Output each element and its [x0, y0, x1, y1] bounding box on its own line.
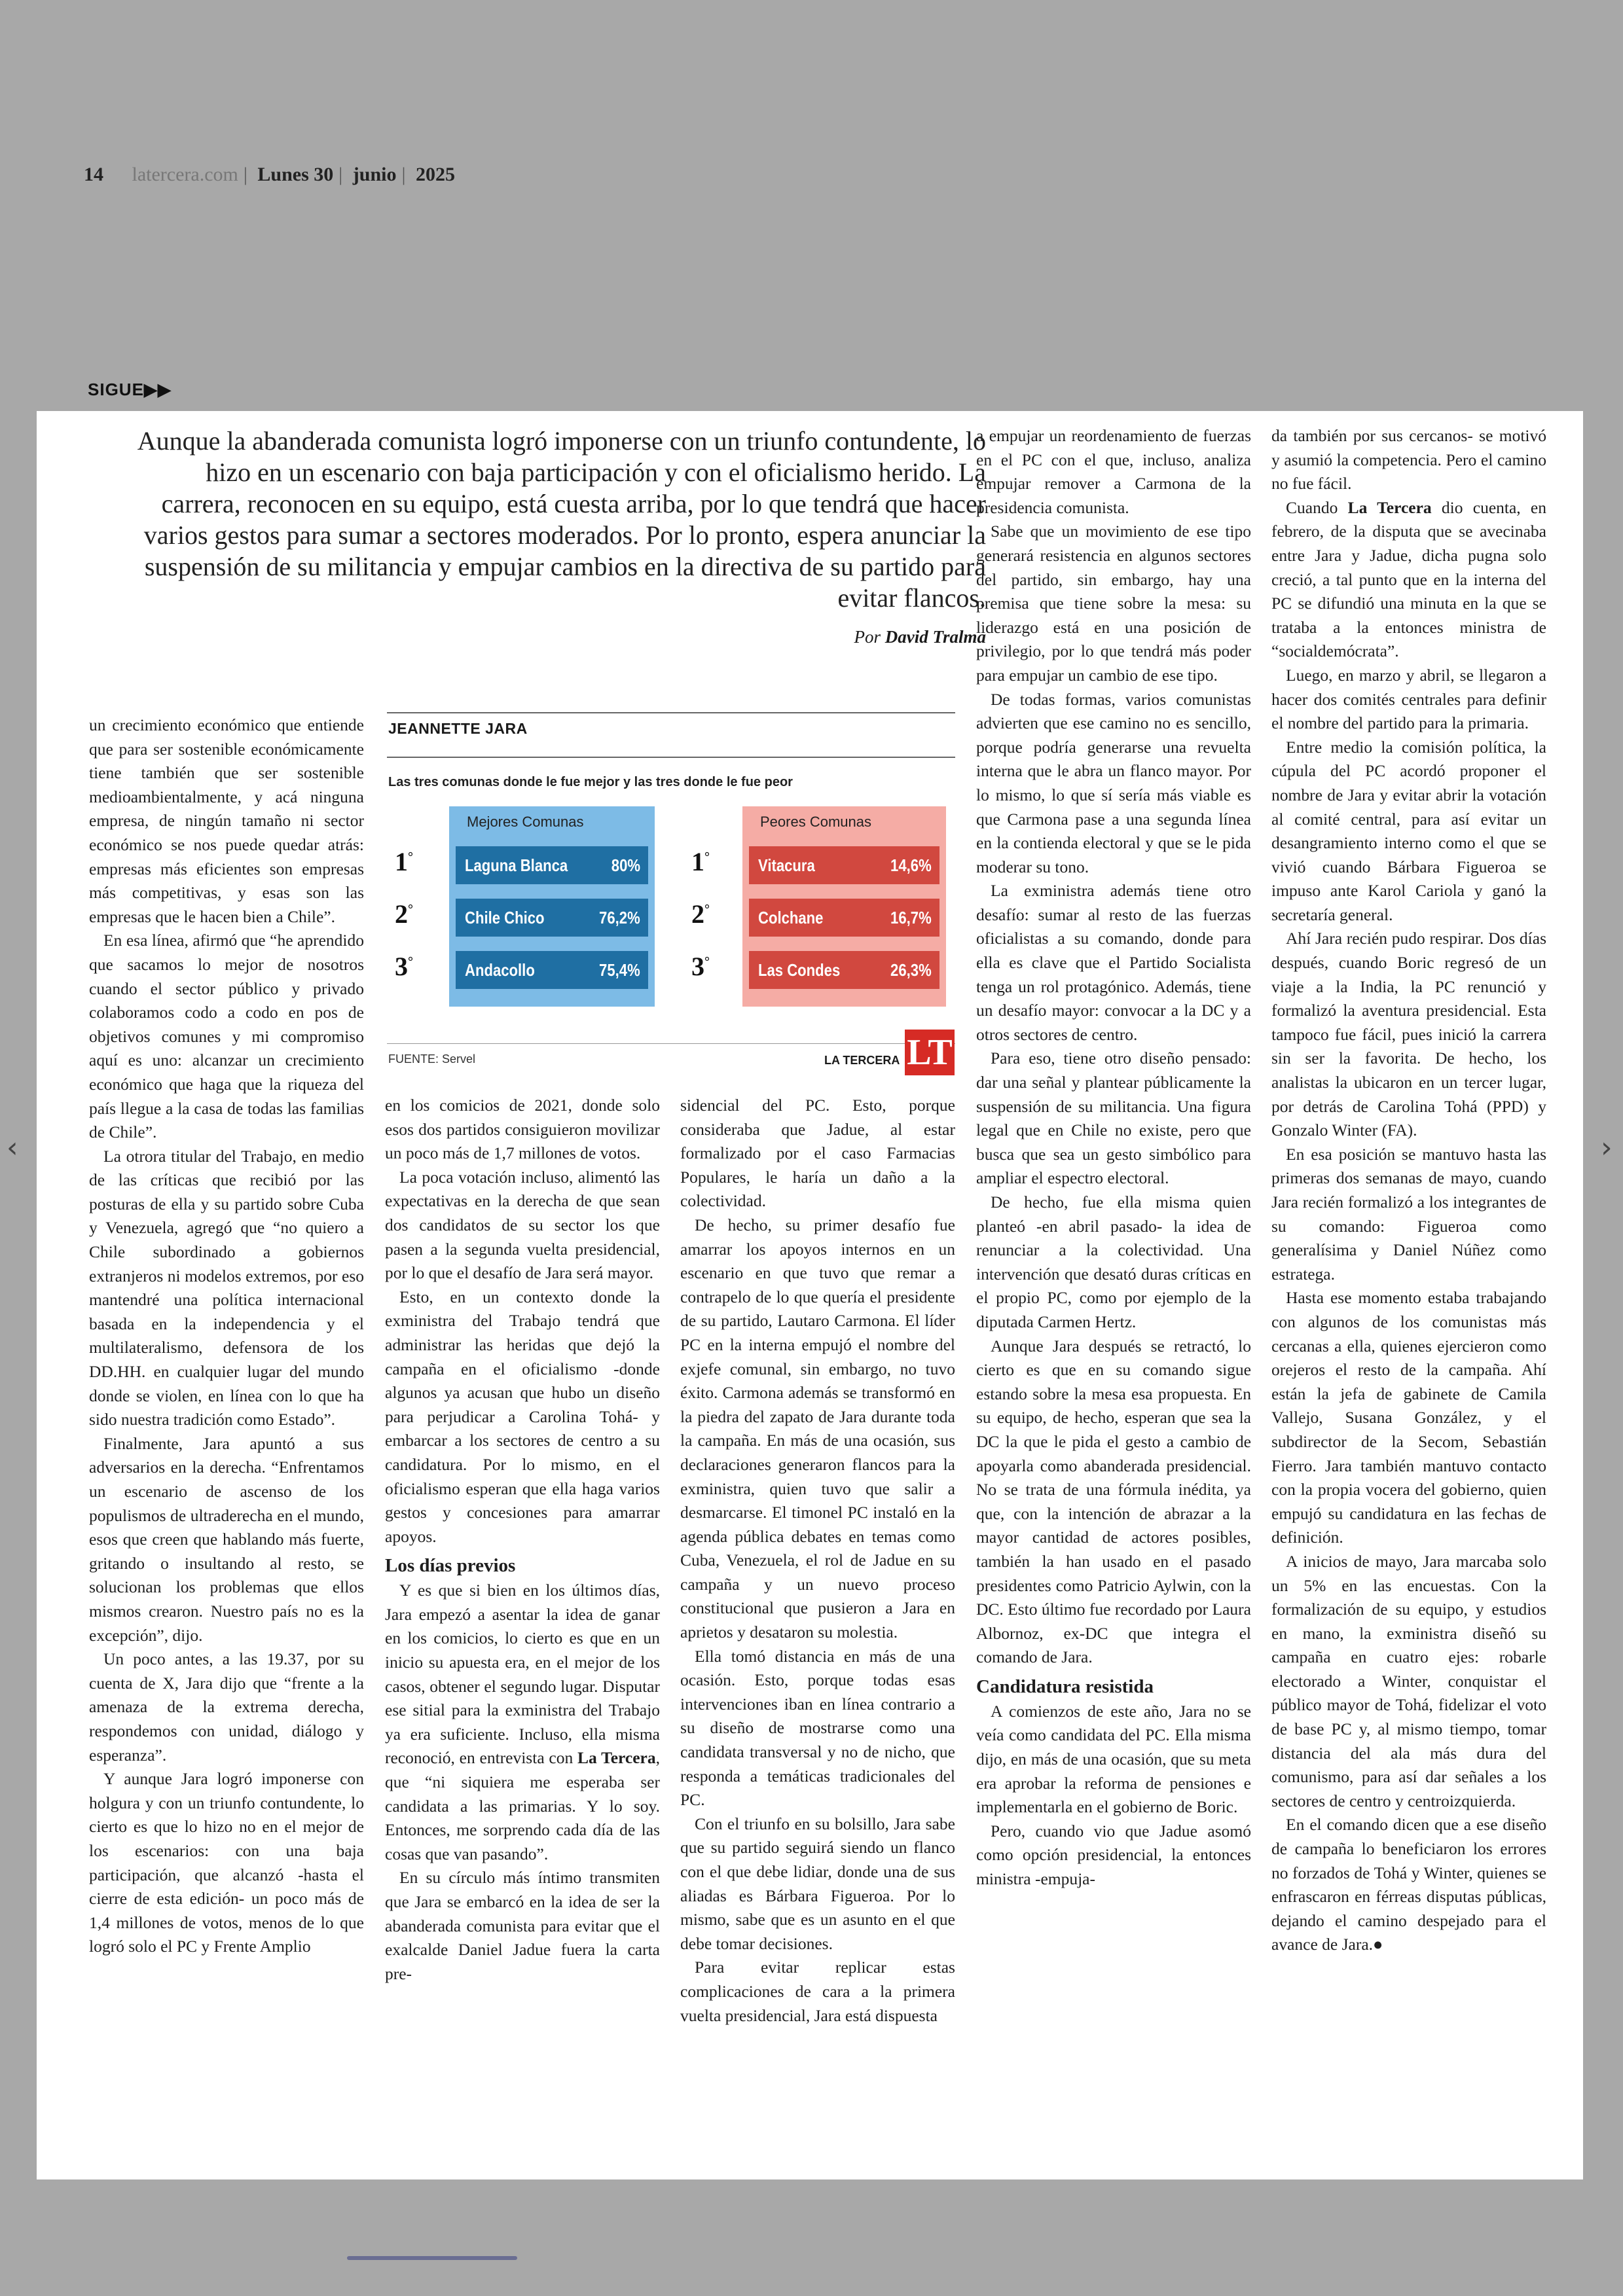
scrollbar-thumb[interactable] [347, 2256, 517, 2260]
commune-percent: 80% [611, 855, 640, 875]
infobox-subtitle: Las tres comunas donde le fue mejor y las tres donde le fue peor [388, 775, 793, 789]
body-paragraph: La exministra además tiene otro desafío: sumar al resto de las fuerzas oficialistas a su comando, donde para ella es clave que el Partido Socialista tenga un rol protagónico. Además, tiene un desafío mayor: convocar a la DC y a otros sectores de centro. [976, 881, 1251, 1044]
worst-panel-header: Peores Comunas [760, 814, 871, 830]
column-4-bottom [976, 1700, 1251, 1892]
body-paragraph: a empujar un reordenamiento de fuerzas en el PC con el que, incluso, analiza empujar remover a Carmona de la presidencia comunista. [976, 426, 1251, 517]
body-paragraph: Hasta ese momento estaba trabajando con algunos de los comunistas más cercanas a ella, quienes ejercieron como orejeros el resto de la campaña. Ahí están la jefa de gabinete de Camila Vallejo, Susana González, y el subdirector de la Secom, Sebastián Fierro. Jara también mantuvo contacto con la propia vocera del gobierno, quien empujó su candidatura en las fechas de definición. [1271, 1288, 1546, 1547]
page-number: 14 [84, 164, 103, 185]
body-paragraph: sidencial del PC. Esto, porque consideraba que Jadue, al estar formalizado por el caso Farmacias Populares, le haría un daño a la colectividad. [680, 1096, 955, 1211]
body-paragraph: En su círculo más íntimo transmiten que Jara se embarcó en la idea de ser la abanderada comunista para evitar que el exalcalde Daniel Jadue fuera la carta pre- [385, 1868, 660, 1983]
body-paragraph: Esto, en un contexto donde la exministra del Trabajo tendrá que administrar las heridas que dejó la campaña en el oficialismo -donde algunos ya acusan que hubo un diseño para perjudicar a Carolina Tohá- y embarcar a los sectores de centro a su candidatura. Por lo mismo, en el oficialismo esperan que ella haga varios gestos y concesiones para amarrar apoyos. [385, 1287, 660, 1546]
commune-percent: 16,7% [890, 908, 932, 927]
body-paragraph: Luego, en marzo y abril, se llegaron a hacer dos comités centrales para definir el nombre del partido para la primaria. [1271, 665, 1546, 733]
worst-row-2 [749, 899, 939, 937]
commune-name: Chile Chico [465, 908, 545, 927]
worst-row-1 [749, 846, 939, 884]
worst-rank-1: 1° [691, 847, 710, 876]
commune-percent: 75,4% [599, 960, 640, 980]
body-paragraph: De hecho, fue ella misma quien planteó -en abril pasado- la idea de renunciar a la colectividad. Una intervención que desató duras críticas en el propio PC, como por ejemplo de la diputada Carmen Hertz. [976, 1193, 1251, 1331]
subheading-dias-previos: Los días previos [385, 1555, 516, 1577]
body-paragraph: Un poco antes, a las 19.37, por su cuenta de X, Jara dijo que “frente a la amenaza de la extrema derecha, respondemos con unidad, diálogo y esperanza”. [89, 1649, 364, 1765]
article-lede: Aunque la abanderada comunista logró imponerse con un triunfo contundente, lo hizo en un escenario con baja participación y con el oficialismo herido. La carrera, reconocen en su equipo, está cuesta arriba, por lo que tendrá que hacer varios gestos para sumar a sectores moderados. Por lo pronto, espera anunciar la suspensión de su militancia y empujar cambios en la directiva de su partido para evitar flancos. [137, 426, 986, 613]
worst-rank-2: 2° [691, 899, 710, 929]
column-1 [89, 713, 364, 1959]
body-paragraph: un crecimiento económico que entiende que para ser sostenible económicamente tiene también que ser sostenible medioambientalmente, y acá ninguna empresa, de ningún tamaño ni sector económico se nos puede quedar atrás: empresas más eficientes son empresas más competitivas, y esas son las empresas que le hacen bien a Chile”. [89, 715, 364, 926]
best-communes-panel [449, 806, 655, 1007]
body-paragraph: En el comando dicen que a ese diseño de campaña lo beneficiaron los errores no forzados de Tohá y Winter, quienes se enfrascaron en férreas disputas públicas, dejando el camino despejado para el avance de Jara.● [1271, 1815, 1546, 1954]
body-paragraph: Para evitar replicar estas complicaciones de cara a la primera vuelta presidencial, Jara está dispuesta [680, 1958, 955, 2025]
body-paragraph: Y es que si bien en los últimos días, Jara empezó a asentar la idea de ganar en los comicios, lo cierto es que en un inicio su apuesta era, en el mejor de los casos, obtener el segundo lugar. Disputar ese sitial para la exministra del Trabajo ya era suficiente. Incluso, ella misma reconoció, en entrevista con La Tercera, que “ni siquiera me esperaba ser candidata a las primarias. Y lo soy. Entonces, me sorprendo cada día de las cosas que van pasando”. [385, 1581, 660, 1863]
column-3 [680, 1094, 955, 2028]
body-paragraph: Entre medio la comisión política, la cúpula del PC acordó proponer el nombre de Jara y evitar abrir la votación al comité central, para así evitar un desangramiento interno como el que se vivió cuando Bárbara Figueroa se impuso ante Karol Cariola y ganó la secretaría general. [1271, 737, 1546, 924]
commune-percent: 14,6% [890, 855, 932, 875]
body-paragraph: Con el triunfo en su bolsillo, Jara sabe que su partido seguirá siendo un flanco con el que debe lidiar, donde una de sus aliadas es Bárbara Figueroa. Por lo mismo, sabe que es un asunto en el que debe tomar decisiones. [680, 1814, 955, 1953]
infobox-credit: LA TERCERA [824, 1054, 900, 1067]
best-row-2 [456, 899, 648, 937]
body-paragraph: La otrora titular del Trabajo, en medio de las críticas que recibió por las posturas de ella y su partido sobre Cuba y Venezuela, agregó que “no quiero a Chile subordinado a gobiernos extranjeros ni modelos extremos, por eso mantendré una política internacional basada en la independencia y el multilateralismo, defensora de los DD.HH. en cualquier lugar del mundo donde se violen, en línea con lo que ha sido nuestra tradición como Estado”. [89, 1146, 364, 1429]
commune-name: Vitacura [758, 855, 815, 875]
subheading-candidatura-resistida: Candidatura resistida [976, 1676, 1154, 1697]
best-rank-1: 1° [395, 847, 413, 876]
column-2-bottom [385, 1579, 660, 1986]
header-year: 2025 [416, 164, 456, 185]
body-paragraph: Ella tomó distancia en más de una ocasión. Esto, porque todas esas intervenciones iban en línea contrario a su diseño de mostrarse como una candidata transversal y no de nicho, que responda a temáticas tradicionales del PC. [680, 1646, 955, 1810]
body-paragraph: Ahí Jara recién pudo respirar. Dos días después, cuando Boric regresó de un viaje a la India, la PC renunció y formalizó la aventura presidencial. Esta tampoco fue fácil, pues inició la carrera sin ser la favorita. De hecho, los analistas la ubicaron en un tercer lugar, por detrás de Carolina Tohá (PPD) y Gonzalo Winter (FA). [1271, 929, 1546, 1140]
commune-percent: 76,2% [599, 908, 640, 927]
header-day: Lunes 30 [257, 164, 334, 185]
body-paragraph: En esa línea, afirmó que “he aprendido que sacamos lo mejor de nosotros cuando el sector público y privado colaboramos codo a codo en pos de objetivos comunes y mi compromiso aquí es uno: alcanzar un crecimiento económico que haga que la riqueza del país llegue a la casa de todas las familias de Chile”. [89, 931, 364, 1142]
best-rank-2: 2° [395, 899, 413, 929]
page-header: 14 latercera.com | Lunes 30 | junio | 2025 [84, 164, 456, 185]
byline [626, 627, 986, 647]
body-paragraph: De todas formas, varios comunistas advierten que ese camino no es sencillo, porque podría generarse una revuelta interna que le abra un flanco mayor. Por lo mismo, lo que sí sería más viable es que Carmona pase a una segunda línea en la contienda electoral y que se le pida moderar su tono. [976, 689, 1251, 876]
next-page-chevron-icon[interactable]: › [1601, 1131, 1613, 1164]
commune-name: Laguna Blanca [465, 855, 568, 875]
body-paragraph: La poca votación incluso, alimentó las expectativas en la derecha de que sean dos candidatos de su sector los que pasen a la segunda vuelta presidencial, por lo que el desafío de Jara será mayor. [385, 1167, 660, 1283]
best-panel-header: Mejores Comunas [467, 814, 584, 830]
body-paragraph: Aunque Jara después se retractó, lo cierto es que en su comando sigue estando sobre la mesa esa propuesta. En su equipo, de hecho, esperan que sea la DC la que le pida el gesto a cambio de apoyarla como abanderada presidencial. No se trata de una fórmula inédita, ya que, con la intención de abrazar a la mayor cantidad de actores posibles, también la han usado en el pasado presidentes como Patricio Aylwin, con la DC. Esto último fue recordado por Laura Albornoz, ex-DC que integra el comando de Jara. [976, 1336, 1251, 1667]
column-2-top [385, 1094, 660, 1549]
sigue-label: SIGUE [88, 380, 144, 399]
header-month: junio [352, 164, 397, 185]
body-paragraph: da también por sus cercanos- se motivó y asumió la competencia. Pero el camino no fue fácil. [1271, 426, 1546, 493]
body-paragraph: en los comicios de 2021, donde solo esos dos partidos consiguieron movilizar un poco más de 1,7 millones de votos. [385, 1096, 660, 1163]
byline-author: David Tralma [884, 627, 986, 647]
commune-name: Andacollo [465, 960, 535, 980]
site-domain: latercera.com [132, 164, 238, 185]
commune-name: Colchane [758, 908, 824, 927]
body-paragraph: Y aunque Jara logró imponerse con holgura y con un triunfo contundente, lo cierto es que lo hizo no en el mejor de los escenarios: con una baja participación, que alcanzó -hasta el cierre de esta edición- un poco más de 1,4 millones de votos, menos de lo que logró solo el PC y Frente Amplio [89, 1769, 364, 1956]
best-rank-3: 3° [395, 952, 413, 981]
commune-percent: 26,3% [890, 960, 932, 980]
column-4 [976, 424, 1251, 1892]
infobox [387, 712, 955, 1084]
best-row-1 [456, 846, 648, 884]
body-paragraph: Pero, cuando vio que Jadue asomó como opción presidencial, la entonces ministra -empuja- [976, 1821, 1251, 1889]
worst-rank-3: 3° [691, 952, 710, 981]
body-paragraph: Sabe que un movimiento de ese tipo generará resistencia en algunos sectores del partido, sin embargo, hay una premisa que tiene sobre la mesa: su liderazgo está en una posición de privilegio, por lo que tendrá más poder para empujar un cambio de ese tipo. [976, 522, 1251, 685]
column-5 [1271, 424, 1546, 1957]
worst-communes-panel [742, 806, 946, 1007]
body-paragraph: Finalmente, Jara apuntó a sus adversarios en la derecha. “Enfrentamos un escenario de ascenso de los populismos de ultraderecha en el mundo, esos que creen que hablando más fuerte, gritando o insultando al resto, se solucionan los problemas que ellos mismos crearon. Nuestro país no es la excepción”, dijo. [89, 1433, 364, 1645]
commune-name: Las Condes [758, 960, 841, 980]
continues-marker [88, 380, 172, 400]
column-2 [385, 1094, 660, 1986]
body-paragraph: En esa posición se mantuvo hasta las primeras dos semanas de mayo, cuando Jara recién formalizó a los integrantes de su comando: Figueroa como generalísima y Daniel Núñez como estratega. [1271, 1144, 1546, 1283]
best-row-3 [456, 951, 648, 989]
column-4-top [976, 424, 1251, 1670]
article-page [37, 411, 1583, 2179]
worst-row-3 [749, 951, 939, 989]
la-tercera-logo: LT [905, 1030, 955, 1075]
byline-prefix: Por [854, 627, 881, 647]
double-arrow-icon: ▶▶ [143, 380, 172, 399]
body-paragraph: De hecho, su primer desafío fue amarrar los apoyos internos en un escenario en que tuvo que remar a contrapelo de lo que quería el presidente de su partido, Lautaro Carmona. El líder PC en la interna empujó el nombre del exjefe comunal, sin embargo, no tuvo éxito. Carmona además se transformó en la piedra del zapato de Jara durante toda la campaña. En más de una ocasión, sus declaraciones generaron flancos para la exministra, quien tuvo que salir a desmarcarse. El timonel PC instaló en la agenda pública debates en temas como Cuba, Venezuela, el rol de Jadue en su campaña y un nuevo proceso constitucional que pusieron a Jara en aprietos y desataron su molestia. [680, 1215, 955, 1642]
infobox-source: FUENTE: Servel [388, 1052, 476, 1066]
infobox-title: JEANNETTE JARA [388, 720, 528, 737]
body-paragraph: Cuando La Tercera dio cuenta, en febrero, de la disputa que se avecinaba entre Jara y Jadue, dicha pugna solo creció, a tal punto que en la interna del PC se difundió una minuta en la que se trataba a la entonces ministra de “socialdemócrata”. [1271, 497, 1546, 661]
body-paragraph: A comienzos de este año, Jara no se veía como candidata del PC. Ella misma dijo, en más de una ocasión, que su meta era aprobar la reforma de pensiones e implementarla en el gobierno de Boric. [976, 1701, 1251, 1817]
body-paragraph: A inicios de mayo, Jara marcaba solo un 5% en las encuestas. Con la formalización de su equipo, y estudios en mano, la exministra diseñó su campaña en cuatro ejes: robarle electorado a Winter, conquistar el público mayor de Tohá, fidelizar el voto de base PC y, al mismo tiempo, tomar distancia del ala más dura del comunismo, para así dar señales a los sectores de centro y centroizquierda. [1271, 1551, 1546, 1810]
prev-page-chevron-icon[interactable]: ‹ [7, 1131, 18, 1164]
body-paragraph: Para eso, tiene otro diseño pensado: dar una señal y plantear públicamente la suspensión de su militancia. Una figura legal que en Chile no existe, pero que busca que sea un gesto simbólico para ampliar el espectro electoral. [976, 1049, 1251, 1188]
